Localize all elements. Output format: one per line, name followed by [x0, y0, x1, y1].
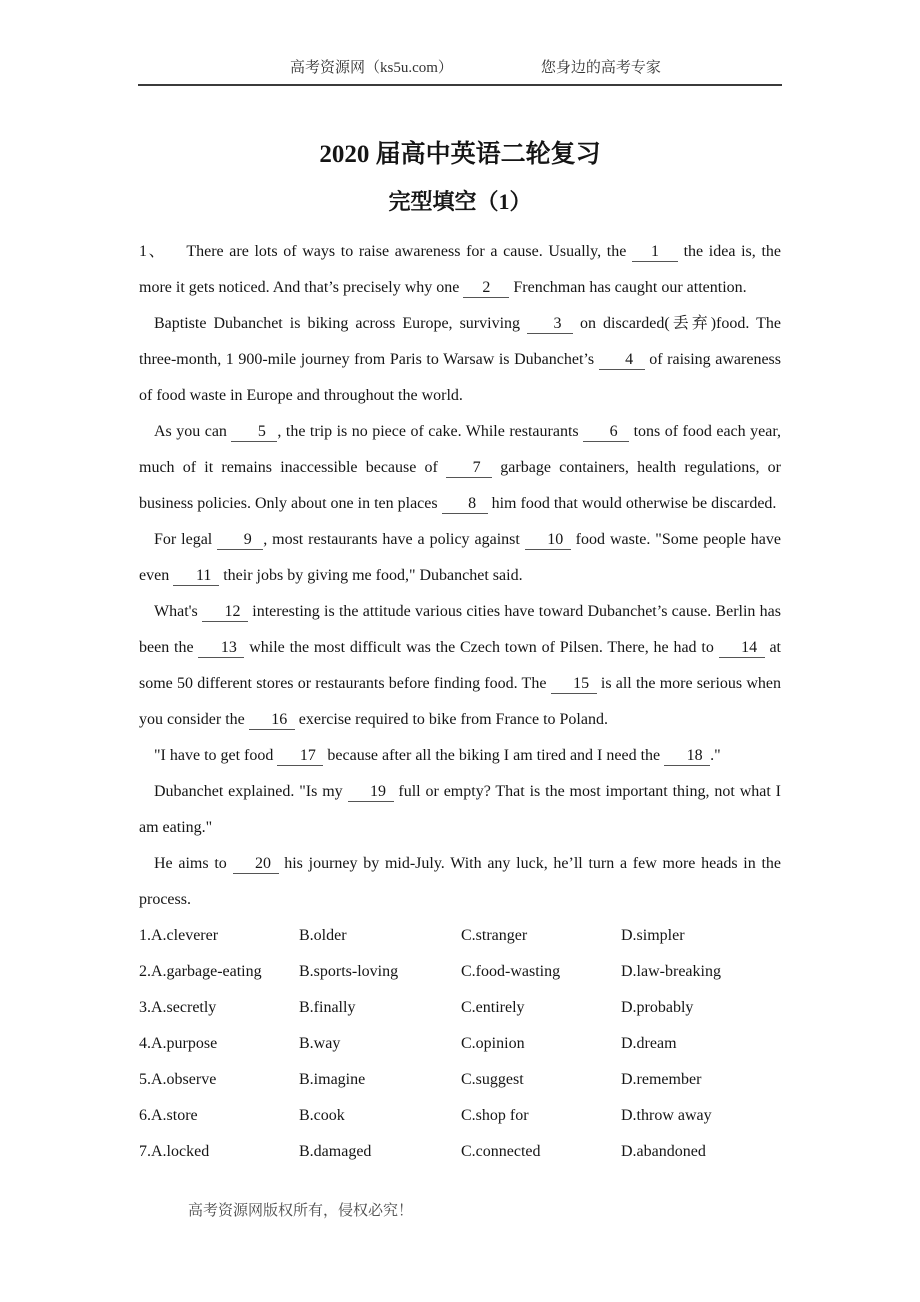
option-cell: 3.A.secretly: [139, 999, 217, 1016]
cloze-blank-1: 1: [632, 242, 678, 262]
option-cell: D.remember: [621, 1071, 702, 1088]
option-cell: B.older: [299, 927, 347, 944]
passage-paragraph: For legal 9 , most restaurants have a policy against 10 food waste. "Some people have even 11 their jobs by giving me food," Dubanchet said.: [139, 531, 781, 584]
option-row: [139, 1098, 781, 1134]
option-row: [139, 1026, 781, 1062]
passage-paragraph: 1、 There are lots of ways to raise awareness for a cause. Usually, the 1 the idea is, the more it gets noticed. And that’s precisely why one 2 Frenchman has caught our attention.: [139, 243, 781, 296]
option-cell: B.damaged: [299, 1143, 372, 1160]
cloze-blank-12: 12: [202, 602, 248, 622]
page-footer: [188, 1200, 920, 1222]
option-cell: D.dream: [621, 1035, 677, 1052]
passage-paragraph: As you can 5 , the trip is no piece of cake. While restaurants 6 tons of food each year, much of it remains inaccessible because of 7 garbage containers, health regulations, or business policies. Only about one in ten places 8 him food that would otherwise be discarded.: [139, 423, 782, 512]
option-row: [139, 918, 781, 954]
passage-paragraph: Dubanchet explained. "Is my 19 full or empty? That is the most important thing, not what I am eating.": [139, 783, 782, 836]
cloze-blank-9: 9: [217, 530, 263, 550]
cloze-blank-18: 18: [664, 746, 710, 766]
option-cell: 4.A.purpose: [139, 1035, 218, 1052]
option-cell: D.throw away: [621, 1107, 712, 1124]
option-cell: 5.A.observe: [139, 1071, 217, 1088]
document-title: 2020 届高中英语二轮复习: [319, 141, 601, 168]
option-cell: D.simpler: [621, 927, 685, 944]
passage-paragraph: What's 12 interesting is the attitude various cities have toward Dubanchet’s cause. Berlin has been the 13 while the most difficult was the Czech town of Pilsen. There, he had to 14 at some 50 different stores or restaurants before finding food. The 15 is all the more serious when you consider the 16 exercise required to bike from France to Poland.: [139, 603, 782, 728]
option-cell: B.imagine: [299, 1071, 366, 1088]
cloze-blank-8: 8: [442, 494, 488, 514]
option-cell: 6.A.store: [139, 1107, 198, 1124]
passage-paragraph: He aims to 20 his journey by mid-July. With any luck, he’ll turn a few more heads in the process.: [139, 855, 781, 908]
cloze-passage: [139, 234, 781, 918]
option-cell: C.opinion: [461, 1035, 525, 1052]
document-subtitle: 完型填空（1）: [388, 189, 532, 214]
option-cell: D.abandoned: [621, 1143, 706, 1160]
option-cell: B.sports-loving: [299, 963, 399, 980]
cloze-blank-15: 15: [551, 674, 597, 694]
option-cell: B.finally: [299, 999, 356, 1016]
cloze-blank-10: 10: [525, 530, 571, 550]
option-cell: C.suggest: [461, 1071, 524, 1088]
cloze-blank-20: 20: [233, 854, 279, 874]
option-cell: C.food-wasting: [461, 963, 561, 980]
cloze-blank-16: 16: [249, 710, 295, 730]
options-table: [139, 918, 781, 1170]
option-cell: B.cook: [299, 1107, 345, 1124]
option-cell: C.shop for: [461, 1107, 529, 1124]
header-slogan: 您身边的高考专家: [540, 60, 661, 76]
passage-paragraph: "I have to get food 17 because after all the biking I am tired and I need the 18 .": [154, 747, 721, 764]
option-cell: 1.A.cleverer: [139, 927, 219, 944]
cloze-blank-7: 7: [446, 458, 492, 478]
page-header: [138, 0, 782, 86]
option-row: [139, 954, 781, 990]
cloze-blank-14: 14: [719, 638, 765, 658]
option-cell: B.way: [299, 1035, 341, 1052]
cloze-blank-13: 13: [198, 638, 244, 658]
cloze-blank-19: 19: [348, 782, 394, 802]
header-site-name: 高考资源网（ks5u.com）: [290, 60, 453, 76]
option-cell: 2.A.garbage-eating: [139, 963, 262, 980]
option-cell: C.connected: [461, 1143, 541, 1160]
copyright-text: 高考资源网版权所有，侵权必究！: [188, 1203, 414, 1219]
cloze-blank-17: 17: [277, 746, 323, 766]
option-cell: C.stranger: [461, 927, 528, 944]
option-row: [139, 1062, 781, 1098]
option-cell: C.entirely: [461, 999, 525, 1016]
option-row: [139, 990, 781, 1026]
cloze-blank-11: 11: [173, 566, 219, 586]
option-cell: 7.A.locked: [139, 1143, 210, 1160]
option-cell: D.law-breaking: [621, 963, 721, 980]
cloze-blank-2: 2: [463, 278, 509, 298]
cloze-blank-6: 6: [583, 422, 629, 442]
question-number: 1、: [139, 243, 167, 260]
option-cell: D.probably: [621, 999, 694, 1016]
passage-paragraph: Baptiste Dubanchet is biking across Europe, surviving 3 on discarded(丢弃)food. The three-month, 1 900-mile journey from Paris to Warsaw is Dubanchet’s 4 of raising awareness of food waste in Europe and throughout the world.: [139, 315, 782, 404]
cloze-blank-3: 3: [527, 314, 573, 334]
option-row: [139, 1134, 781, 1170]
cloze-blank-4: 4: [599, 350, 645, 370]
cloze-blank-5: 5: [231, 422, 277, 442]
